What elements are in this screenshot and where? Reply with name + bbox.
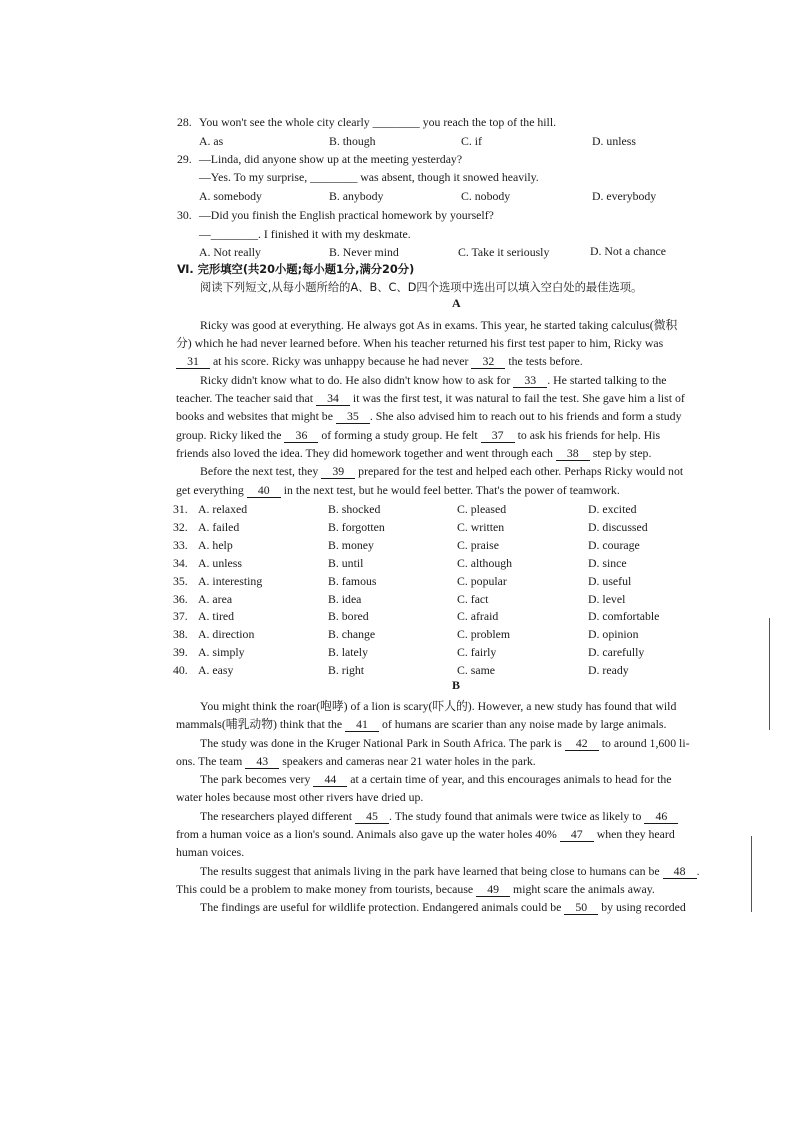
option: B. famous [328, 573, 377, 588]
passage-text: at a certain time of year, and this encourages animals to head for the [347, 772, 672, 786]
option: D. since [588, 555, 627, 570]
passage-line [200, 317, 677, 333]
question-number: 40. [173, 663, 188, 678]
option: A. somebody [199, 189, 262, 203]
passage-text: might scare the animals away. [510, 882, 655, 896]
option: B. forgotten [328, 519, 385, 534]
option: B. though [329, 134, 376, 148]
blank-42: 42 [565, 737, 599, 751]
option: C. although [457, 555, 513, 570]
question-stem: —________. I finished it with my deskmate. [199, 227, 411, 241]
passage-line [176, 881, 655, 897]
option: A. as [199, 134, 224, 148]
passage-line [176, 390, 685, 406]
option: C. if [461, 134, 482, 148]
blank-37: 37 [481, 429, 515, 443]
passage-line [200, 899, 686, 915]
passage-text: Ricky didn't know what to do. He also didn't know how to ask for [200, 373, 514, 387]
blank-35: 35 [336, 410, 370, 424]
passage-text: 分) which he had never learned before. When his teacher returned his first test paper to him, Ricky was [176, 336, 664, 350]
passage-text: at his score. Ricky was unhappy because he had never [210, 354, 472, 368]
blank-46: 46 [644, 810, 678, 824]
blank-40: 40 [247, 484, 281, 498]
question-number: 28. [177, 115, 192, 129]
passage-line [176, 427, 660, 443]
option: C. popular [457, 573, 507, 588]
question-number: 38. [173, 627, 188, 642]
passage-text: . The study found that animals were twice as likely to [389, 809, 645, 823]
option: A. help [198, 537, 233, 552]
blank-45: 45 [355, 810, 389, 824]
section-title: Ⅵ. 完形填空(共20小题;每小题1分,满分20分) [177, 263, 415, 276]
option: C. problem [457, 627, 511, 642]
question-number: 34. [173, 555, 188, 570]
option: B. until [328, 555, 364, 570]
blank-32: 32 [471, 355, 505, 369]
passage-text: . [696, 864, 700, 878]
question-stem: —Did you finish the English practical homework by yourself? [199, 208, 494, 222]
option: B. Never mind [329, 245, 399, 259]
option: A. Not really [199, 245, 261, 259]
option: C. written [457, 519, 505, 534]
passage-line [200, 463, 683, 479]
option: D. discussed [588, 519, 648, 534]
option: B. change [328, 627, 376, 642]
passage-text: . She also advised him to reach out to his friends and form a study [369, 409, 682, 423]
passage-line [200, 863, 700, 879]
passage-line [176, 753, 536, 769]
passage-text: The researchers played different [200, 809, 356, 823]
question-number: 39. [173, 645, 188, 660]
passage-text: when they heard [593, 827, 675, 841]
passage-line [176, 335, 663, 351]
passage-line [200, 735, 690, 751]
blank-50: 50 [564, 901, 598, 915]
passage-text: You might think the roar(咆哮) of a lion is scary(吓人的). However, a new study has found that wild [200, 699, 677, 713]
passage-text: group. Ricky liked the [176, 428, 285, 442]
passage-text: it was the first test, it was natural to fail the test. She gave him a list of [349, 391, 685, 405]
blank-44: 44 [313, 773, 347, 787]
blank-48: 48 [663, 865, 697, 879]
option: D. courage [588, 537, 640, 552]
question-stem: —Yes. To my surprise, ________ was absent, though it snowed heavily. [199, 170, 539, 184]
passage-text: the tests before. [505, 354, 583, 368]
passage-text: ons. The team [176, 754, 246, 768]
blank-47: 47 [560, 828, 594, 842]
blank-34: 34 [316, 392, 350, 406]
question-number: 36. [173, 591, 188, 606]
blank-36: 36 [284, 429, 318, 443]
option: A. direction [198, 627, 255, 642]
blank-38: 38 [556, 447, 590, 461]
passage-text: mammals(哺乳动物) think that the [176, 717, 346, 731]
passage-line [176, 716, 666, 732]
section-instruction: 阅读下列短文,从每小题所给的A、B、C、D四个选项中选出可以填入空白处的最佳选项。 [200, 281, 643, 294]
passage-text: by using recorded [598, 900, 686, 914]
passage-text: Before the next test, they [200, 464, 322, 478]
passage-line [176, 445, 651, 461]
passage-text: get everything [176, 483, 247, 497]
blank-39: 39 [321, 465, 355, 479]
question-number: 35. [173, 573, 188, 588]
passage-text: human voices. [176, 845, 245, 859]
passage-text: The findings are useful for wildlife protection. Endangered animals could be [200, 900, 565, 914]
scan-margin-line [751, 836, 752, 912]
passage-text: This could be a problem to make money from tourists, because [176, 882, 477, 896]
passage-text: from a human voice as a lion's sound. Animals also gave up the water holes 40% [176, 827, 560, 841]
option: D. level [588, 591, 626, 606]
passage-text: speakers and cameras near 21 water holes in the park. [279, 754, 536, 768]
option: A. simply [198, 645, 245, 660]
blank-43: 43 [245, 755, 279, 769]
question-number: 37. [173, 609, 188, 624]
option: C. Take it seriously [458, 245, 550, 259]
passage-line [176, 789, 423, 805]
option: A. unless [198, 555, 242, 570]
blank-33: 33 [513, 374, 547, 388]
passage-text: to ask his friends for help. His [514, 428, 661, 442]
passage-letter: B [452, 678, 461, 692]
option: B. right [328, 663, 365, 678]
passage-line [176, 408, 681, 424]
passage-text: Ricky was good at everything. He always got As in exams. This year, he started taking calculus(微积 [200, 318, 678, 332]
passage-text: to around 1,600 li- [598, 736, 690, 750]
option: A. interesting [198, 573, 263, 588]
option: A. relaxed [198, 502, 248, 516]
passage-text: of humans are scarier than any noise made by large animals. [379, 717, 667, 731]
passage-text: step by step. [589, 446, 652, 460]
passage-text: The results suggest that animals living in the park have learned that being close to humans can be [200, 864, 663, 878]
option: C. fairly [457, 645, 497, 660]
option: B. bored [328, 609, 369, 624]
passage-text: teacher. The teacher said that [176, 391, 316, 405]
option: C. nobody [461, 189, 511, 203]
passage-text: of forming a study group. He felt [318, 428, 481, 442]
option: C. pleased [457, 502, 507, 516]
blank-49: 49 [476, 883, 510, 897]
option: C. fact [457, 591, 489, 606]
option: D. carefully [588, 645, 645, 660]
option: C. afraid [457, 609, 499, 624]
option: A. area [198, 591, 233, 606]
passage-line [176, 353, 583, 369]
passage-text: prepared for the test and helped each other. Perhaps Ricky would not [355, 464, 684, 478]
option: C. praise [457, 537, 499, 552]
option: A. tired [198, 609, 235, 624]
option: D. comfortable [588, 609, 660, 624]
question-number: 30. [177, 208, 192, 222]
passage-line [200, 372, 666, 388]
passage-text: . He started talking to the [547, 373, 667, 387]
passage-line [176, 482, 620, 498]
passage-text: The study was done in the Kruger National Park in South Africa. The park is [200, 736, 565, 750]
passage-line [176, 826, 675, 842]
passage-line [200, 808, 678, 824]
blank-41: 41 [345, 718, 379, 732]
option: D. opinion [588, 627, 639, 642]
question-number: 32. [173, 519, 188, 534]
option: B. anybody [329, 189, 384, 203]
question-stem: —Linda, did anyone show up at the meeting yesterday? [199, 152, 463, 166]
option: D. useful [588, 573, 632, 588]
option: A. failed [198, 519, 240, 534]
option: D. unless [592, 134, 636, 148]
passage-text: friends also loved the idea. They did homework together and went through each [176, 446, 556, 460]
passage-line [200, 698, 676, 714]
question-number: 33. [173, 537, 188, 552]
passage-text: in the next test, but he would feel better. That's the power of teamwork. [280, 483, 620, 497]
option: B. money [328, 537, 374, 552]
question-stem: You won't see the whole city clearly ________ you reach the top of the hill. [199, 115, 557, 129]
passage-line [176, 844, 244, 860]
question-number: 31. [173, 502, 188, 516]
passage-line [200, 771, 671, 787]
passage-text: books and websites that might be [176, 409, 336, 423]
passage-text: water holes because most other rivers have dried up. [176, 790, 424, 804]
option: D. excited [588, 502, 637, 516]
option: D. everybody [592, 189, 657, 203]
option: C. same [457, 663, 496, 678]
passage-text: The park becomes very [200, 772, 314, 786]
question-number: 29. [177, 152, 192, 166]
option: A. easy [198, 663, 234, 678]
option: B. idea [328, 591, 362, 606]
option: D. ready [588, 663, 629, 678]
option: D. Not a chance [590, 244, 666, 258]
scan-margin-line [769, 618, 770, 730]
option: B. lately [328, 645, 368, 660]
blank-31: 31 [176, 355, 210, 369]
passage-letter: A [452, 296, 461, 310]
option: B. shocked [328, 502, 381, 516]
